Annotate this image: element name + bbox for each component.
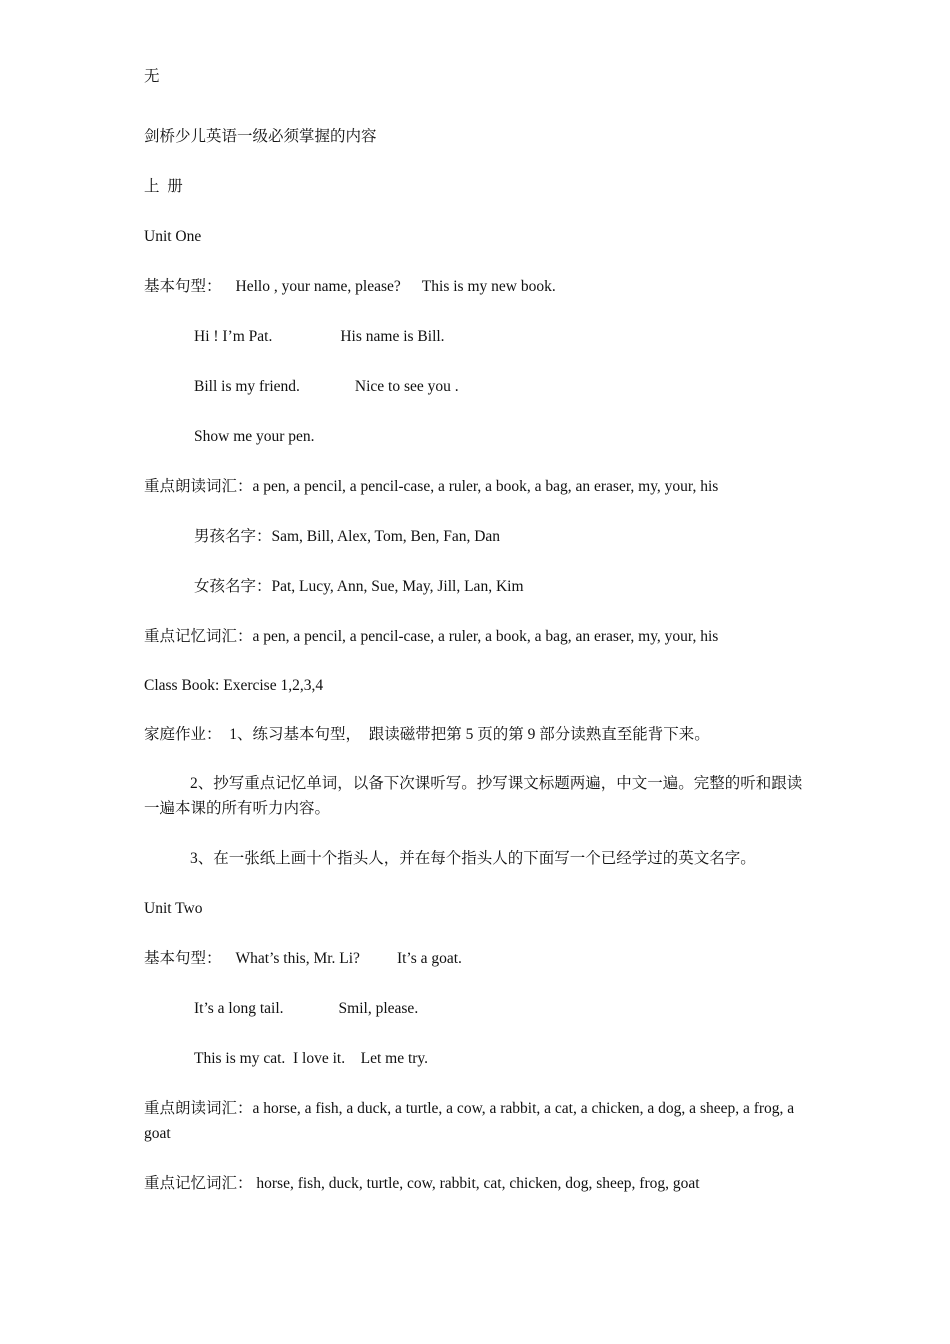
pattern-label: 基本句型： <box>144 950 222 967</box>
unit-two-patterns-line-2 <box>194 999 418 1019</box>
pattern-sentence: What’s this, Mr. Li? <box>235 950 360 967</box>
unit-one-patterns-line-1 <box>144 277 556 297</box>
pattern-sentence: Show me your pen. <box>194 428 315 445</box>
unit-one-class-book: Class Book: Exercise 1,2,3,4 <box>144 677 324 694</box>
pattern-label: 基本句型： <box>144 278 222 295</box>
unit-one-homework-3: 3、在一张纸上画十个指头人，并在每个指头人的下面写一个已经学过的英文名字。 <box>190 850 756 867</box>
unit-one-homework-1: 家庭作业： 1、练习基本句型， 跟读磁带把第 5 页的第 9 部分读熟直至能背下来。 <box>144 726 710 743</box>
unit-one-heading: Unit One <box>144 228 202 245</box>
unit-one-memory-vocab: 重点记忆词汇：a pen, a pencil, a pencil-case, a ruler, a book, a bag, an eraser, my, your, his <box>144 628 719 645</box>
unit-one-patterns-line-4 <box>194 427 315 447</box>
pattern-sentence: His name is Bill. <box>340 328 445 345</box>
pattern-sentence: It’s a goat. <box>396 950 462 967</box>
pattern-sentence: Bill is my friend. <box>194 378 300 395</box>
pattern-sentence: This is my new book. <box>421 278 556 295</box>
unit-two-memory-vocab: 重点记忆词汇： horse, fish, duck, turtle, cow, rabbit, cat, chicken, dog, sheep, frog, goat <box>144 1175 700 1192</box>
unit-one-homework-2: 2、抄写重点记忆单词，以备下次课听写。抄写课文标题两遍，中文一遍。完整的听和跟读一遍本课的所有听力内容。 <box>144 775 803 817</box>
unit-one-reading-vocab: 重点朗读词汇：a pen, a pencil, a pencil-case, a ruler, a book, a bag, an eraser, my, your, his <box>144 478 719 495</box>
pattern-sentence: It’s a long tail. <box>194 1000 284 1017</box>
unit-two-patterns-line-1 <box>144 949 462 969</box>
doc-title: 剑桥少儿英语一级必须掌握的内容 <box>144 128 377 145</box>
pattern-sentence: Hi ! I’m Pat. <box>194 328 273 345</box>
unit-two-reading-vocab: 重点朗读词汇：a horse, a fish, a duck, a turtle, a cow, a rabbit, a cat, a chicken, a dog, a sheep, a frog, a goat <box>144 1100 795 1142</box>
pattern-sentence: Smil, please. <box>338 1000 419 1017</box>
pattern-sentence: Hello , your name, please? <box>235 278 401 295</box>
pattern-sentence: Nice to see you . <box>354 378 459 395</box>
unit-one-girl-names: 女孩名字：Pat, Lucy, Ann, Sue, May, Jill, Lan, Kim <box>194 578 524 595</box>
page-marker: 无 <box>144 68 160 85</box>
unit-two-patterns-line-3: This is my cat. I love it. Let me try. <box>194 1050 429 1067</box>
unit-two-heading: Unit Two <box>144 900 203 917</box>
unit-one-patterns-line-3 <box>194 377 459 397</box>
volume-label: 上 册 <box>144 178 183 195</box>
unit-one-patterns-line-2 <box>194 327 445 347</box>
unit-one-boy-names: 男孩名字：Sam, Bill, Alex, Tom, Ben, Fan, Dan <box>194 528 501 545</box>
